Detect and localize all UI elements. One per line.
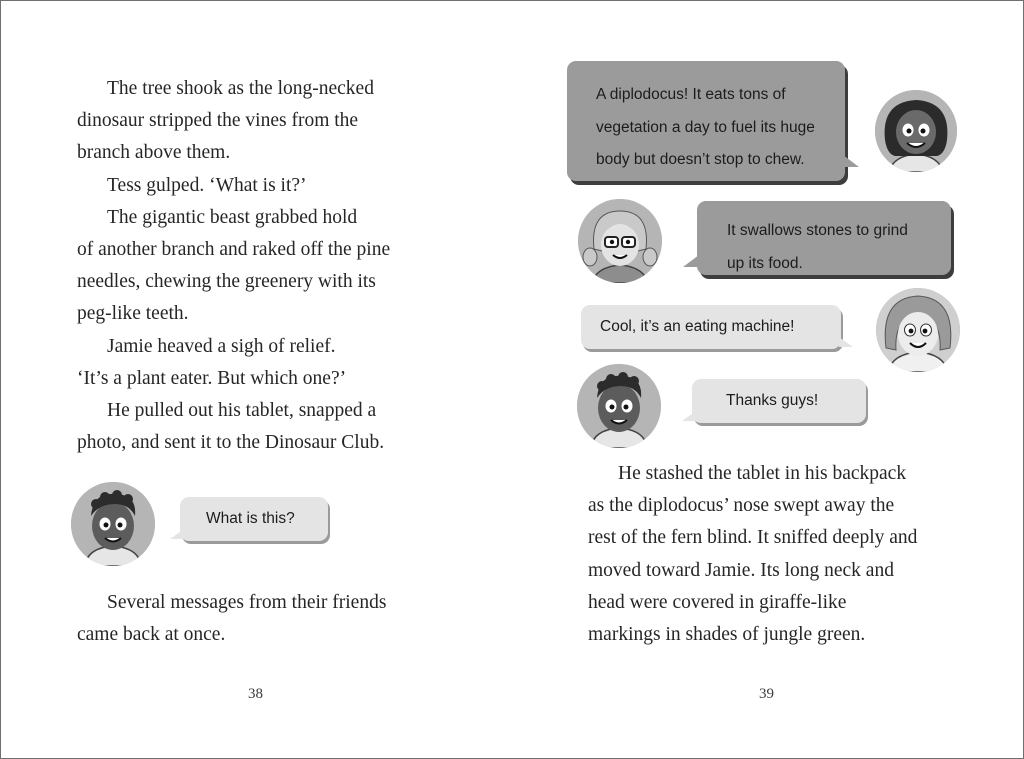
text-line: ‘It’s a plant eater. But which one?’ xyxy=(77,367,347,389)
text-line: peg-like teeth. xyxy=(77,303,189,325)
page-number: 39 xyxy=(759,686,774,702)
text-line: of another branch and raked off the pine xyxy=(77,238,391,260)
text-line: moved toward Jamie. Its long neck and xyxy=(588,559,894,581)
jamie-avatar-icon xyxy=(577,364,661,448)
message-bubble-thanks xyxy=(692,379,866,423)
tess-avatar-icon xyxy=(578,199,662,283)
text-line: needles, chewing the greenery with its xyxy=(77,271,376,293)
text-line: photo, and sent it to the Dinosaur Club. xyxy=(77,432,385,454)
text-line: He stashed the tablet in his backpack xyxy=(618,463,907,484)
girl-avatar-icon xyxy=(876,288,960,372)
message-line: body but doesn’t stop to chew. xyxy=(596,151,805,168)
text-line: Tess gulped. ‘What is it?’ xyxy=(107,174,307,196)
text-line: Jamie heaved a sigh of relief. xyxy=(107,335,336,357)
girl-curly-avatar-icon xyxy=(875,90,957,172)
left-prose-after xyxy=(77,587,386,651)
jamie-avatar-icon xyxy=(71,482,155,566)
text-line: as the diplodocus’ nose swept away the xyxy=(588,495,895,517)
message-line: up its food. xyxy=(727,254,803,272)
text-line: head were covered in giraffe-like xyxy=(588,591,847,613)
message-line: A diplodocus! It eats tons of xyxy=(596,86,786,103)
text-line: The tree shook as the long-necked xyxy=(107,78,374,99)
text-line: branch above them. xyxy=(77,142,231,164)
message-bubble-eating-machine xyxy=(581,305,841,349)
text-line: dinosaur stripped the vines from the xyxy=(77,110,359,132)
message-bubble-diplodocus xyxy=(567,61,845,181)
page-number: 38 xyxy=(248,686,263,702)
text-line: rest of the fern blind. It sniffed deeply and xyxy=(588,527,918,549)
text-line: came back at once. xyxy=(77,624,226,646)
right-page xyxy=(512,0,1024,759)
message-bubble-stones xyxy=(697,201,951,275)
message-text: What is this? xyxy=(206,510,295,527)
message-line: It swallows stones to grind xyxy=(727,222,908,239)
text-line: He pulled out his tablet, snapped a xyxy=(107,399,377,421)
right-prose xyxy=(588,458,917,651)
message-line: vegetation a day to fuel its huge xyxy=(596,118,815,136)
text-line: markings in shades of jungle green. xyxy=(588,623,866,645)
left-prose xyxy=(77,73,390,459)
text-line: The gigantic beast grabbed hold xyxy=(107,206,358,228)
message-bubble-what-is-this xyxy=(180,497,328,541)
message-text: Cool, it’s an eating machine! xyxy=(600,318,795,335)
message-text: Thanks guys! xyxy=(726,392,819,409)
text-line: Several messages from their friends xyxy=(107,592,387,613)
